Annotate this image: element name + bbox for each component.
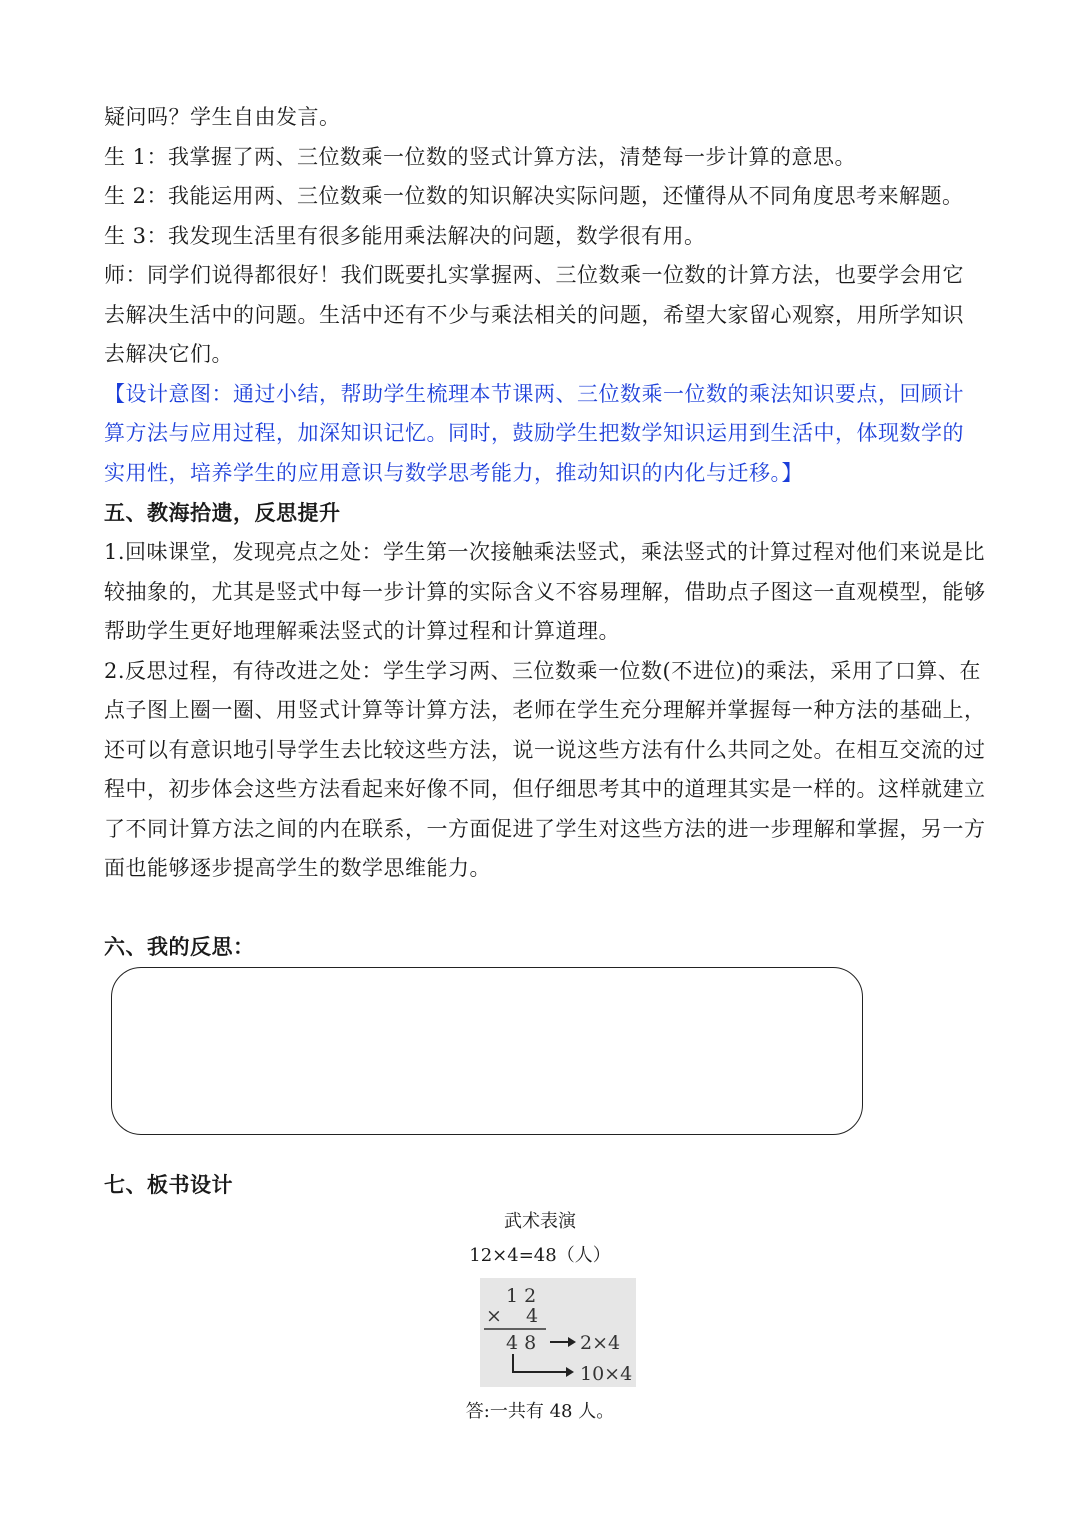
calc-step-1: 2×4 [580,1332,621,1354]
board-answer: 答:一共有 48 人。 [465,1401,615,1422]
design-intent-line-2: 算方法与应用过程，加深知识记忆。同时，鼓励学生把数学知识运用到生活中，体现数学的 [104,421,964,445]
section-5-item-2-line-1: 2.反思过程，有待改进之处：学生学习两、三位数乘一位数(不进位)的乘法，采用了口算、在 [104,659,981,683]
vertical-calculation-figure [480,1278,636,1387]
section-5-item-1-line-3: 帮助学生更好地理解乘法竖式的计算过程和计算道理。 [104,619,620,643]
design-intent-line-3: 实用性，培养学生的应用意识与数学思考能力，推动知识的内化与迁移。】 [104,461,803,485]
calc-step-2: 10×4 [580,1363,633,1385]
calc-multiplier: 4 [526,1305,539,1327]
paragraph-student-2: 生 2：我能运用两、三位数乘一位数的知识解决实际问题，还懂得从不同角度思考来解题。 [104,184,964,208]
calc-product: 4 8 [506,1332,537,1354]
arrow-step-2-line [513,1354,566,1372]
paragraph-student-1: 生 1：我掌握了两、三位数乘一位数的竖式计算方法，清楚每一步计算的意思。 [104,145,857,169]
calc-operator: × [486,1305,502,1327]
board-equation: 12×4=48（人） [469,1245,611,1266]
reflection-input-box[interactable] [111,967,863,1135]
paragraph-teacher-line-3: 去解决它们。 [104,342,233,366]
section-5-item-2-line-6: 面也能够逐步提高学生的数学思维能力。 [104,856,491,880]
section-5-heading: 五、教海拾遗，反思提升 [104,500,341,525]
arrow-step-1-head [568,1337,576,1347]
paragraph-student-discussion: 疑问吗？学生自由发言。 [104,105,341,129]
paragraph-teacher-line-1: 师：同学们说得都很好！我们既要扎实掌握两、三位数乘一位数的计算方法，也要学会用它 [104,263,964,287]
section-5-item-2-line-4: 程中，初步体会这些方法看起来好像不同，但仔细思考其中的道理其实是一样的。这样就建立 [104,777,986,801]
board-title: 武术表演 [504,1211,576,1232]
vertical-calculation-board [480,1278,636,1387]
paragraph-student-3: 生 3：我发现生活里有很多能用乘法解决的问题，数学很有用。 [104,224,706,248]
arrow-step-2-head [566,1367,574,1377]
design-intent-line-1: 【设计意图：通过小结，帮助学生梳理本节课两、三位数乘一位数的乘法知识要点，回顾计 [104,382,964,406]
paragraph-teacher-line-2: 去解决生活中的问题。生活中还有不少与乘法相关的问题，希望大家留心观察，用所学知识 [104,303,964,327]
section-7-heading: 七、板书设计 [104,1172,233,1197]
section-6-heading: 六、我的反思： [104,934,255,959]
section-5-item-2-line-3: 还可以有意识地引导学生去比较这些方法，说一说这些方法有什么共同之处。在相互交流的过 [104,738,986,762]
calc-multiplicand: 1 2 [506,1285,537,1307]
section-5-item-2-line-5: 了不同计算方法之间的内在联系，一方面促进了学生对这些方法的进一步理解和掌握，另一方 [104,817,986,841]
section-5-item-1-line-2: 较抽象的，尤其是竖式中每一步计算的实际含义不容易理解，借助点子图这一直观模型，能够 [104,580,986,604]
section-5-item-2-line-2: 点子图上圈一圈、用竖式计算等计算方法，老师在学生充分理解并掌握每一种方法的基础上， [104,698,986,722]
section-5-item-1-line-1: 1.回味课堂，发现亮点之处：学生第一次接触乘法竖式，乘法竖式的计算过程对他们来说是比 [104,540,986,564]
